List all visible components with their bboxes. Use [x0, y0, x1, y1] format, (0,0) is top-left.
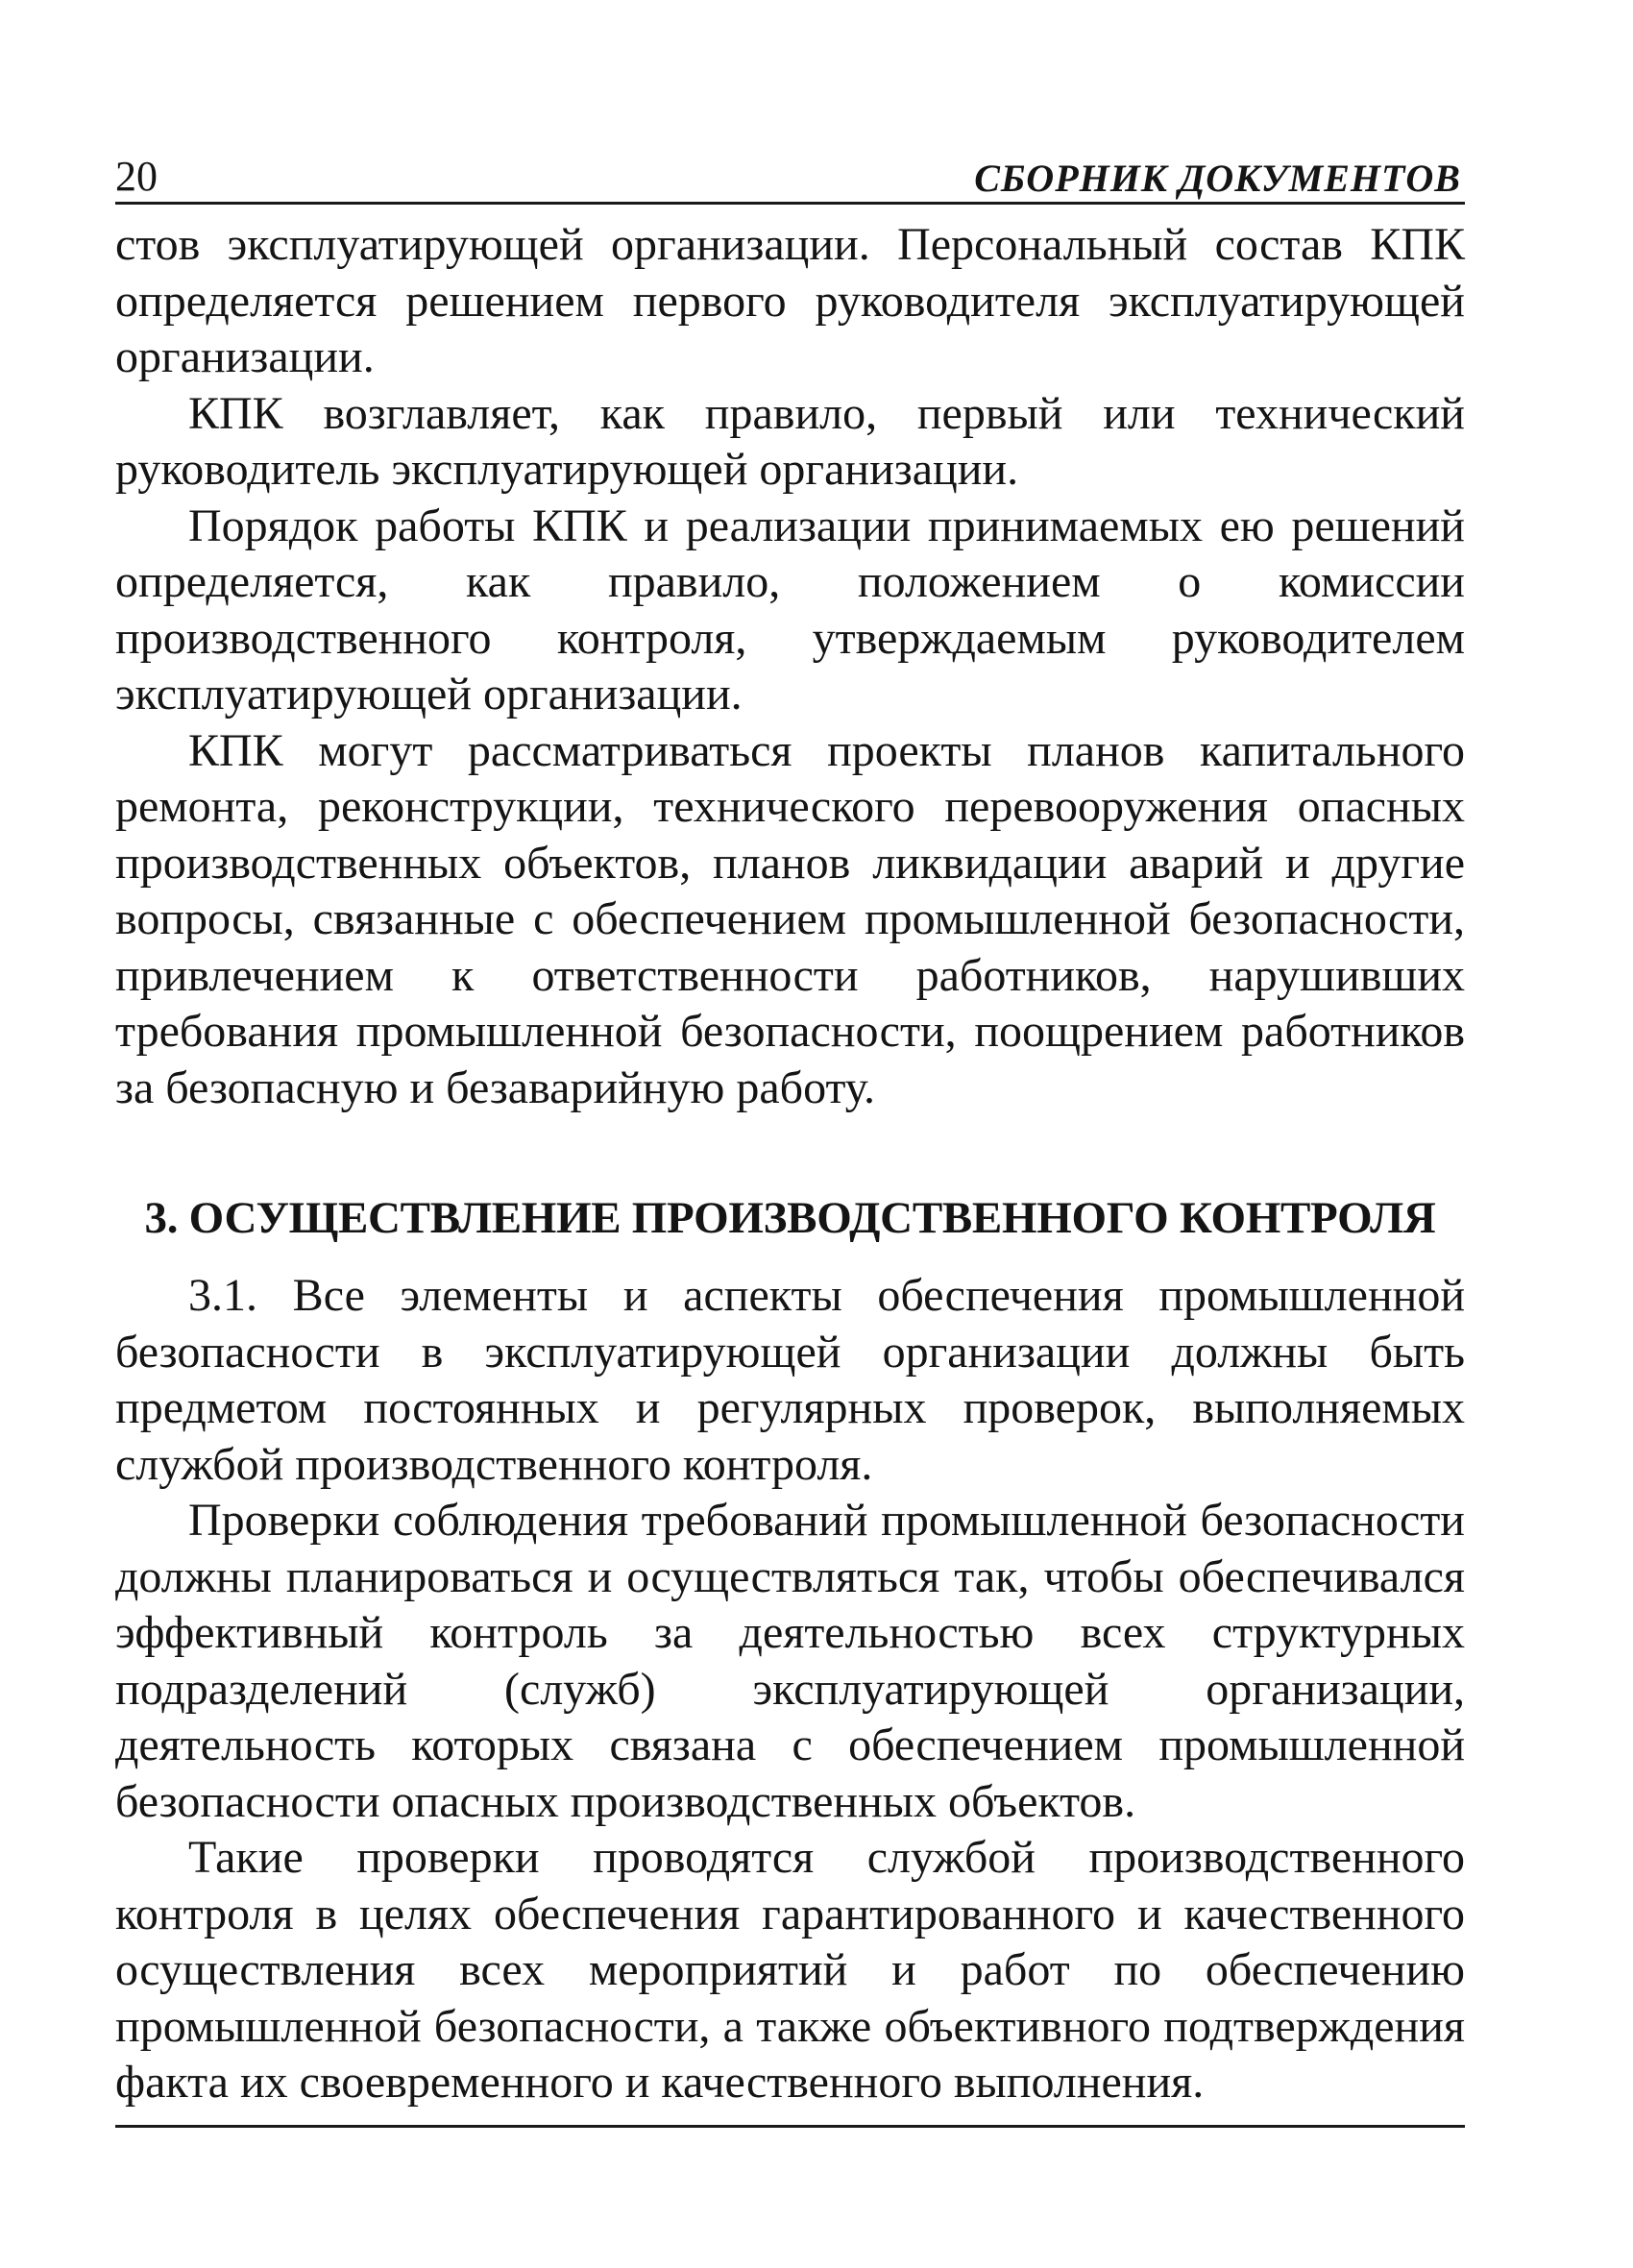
paragraph: Порядок работы КПК и реализации принимаемых ею решений определяется, как правило, положением о комиссии производственного контроля, утверждаемым руководителем эксплуатирующей организации.: [115, 500, 1465, 719]
body-text: [115, 217, 1465, 2111]
paragraph: Такие проверки проводятся службой производственного контроля в целях обеспечения гарантированного и качественного осуществления всех мероприятий и работ по обеспечению промышленной безопасности, а также объективного подтверждения факта их своевременного и качественного выполнения.: [115, 1832, 1465, 2108]
paragraph: Проверки соблюдения требований промышленной безопасности должны планироваться и осуществляться так, чтобы обеспечивался эффективный контроль за деятельностью всех структурных подразделений (служб) эксплуатирующей организации, деятельность которых связана с обеспечением промышленной безопасности опасных производственных объектов.: [115, 1495, 1465, 1827]
page-header: [115, 140, 1465, 205]
page-number: 20: [115, 153, 158, 200]
running-title: СБОРНИК ДОКУМЕНТОВ: [974, 157, 1461, 200]
paragraph: КПК могут рассматриваться проекты планов капитального ремонта, реконструкции, технического перевооружения опасных производственных объектов, планов ликвидации аварий и другие вопросы, связанные с обеспечением промышленной безопасности, привлечением к ответственности работников, нарушивших требования промышленной безопасности, поощрением работников за безопасную и безаварийную работу.: [115, 724, 1465, 1113]
paragraph: КПК возглавляет, как правило, первый или технический руководитель эксплуатирующей организации.: [115, 387, 1465, 495]
paragraph-continuation: стов эксплуатирующей организации. Персональный состав КПК определяется решением первого руководителя эксплуатирующей организации.: [115, 219, 1465, 382]
section-heading: 3. ОСУЩЕСТВЛЕНИЕ ПРОИЗВОДСТВЕННОГО КОНТРОЛЯ: [144, 1193, 1436, 1243]
footer-rule: [115, 2125, 1465, 2128]
paragraph: 3.1. Все элементы и аспекты обеспечения промышленной безопасности в эксплуатирующей организации должны быть предметом постоянных и регулярных проверок, выполняемых службой производственного контроля.: [115, 1270, 1465, 1490]
